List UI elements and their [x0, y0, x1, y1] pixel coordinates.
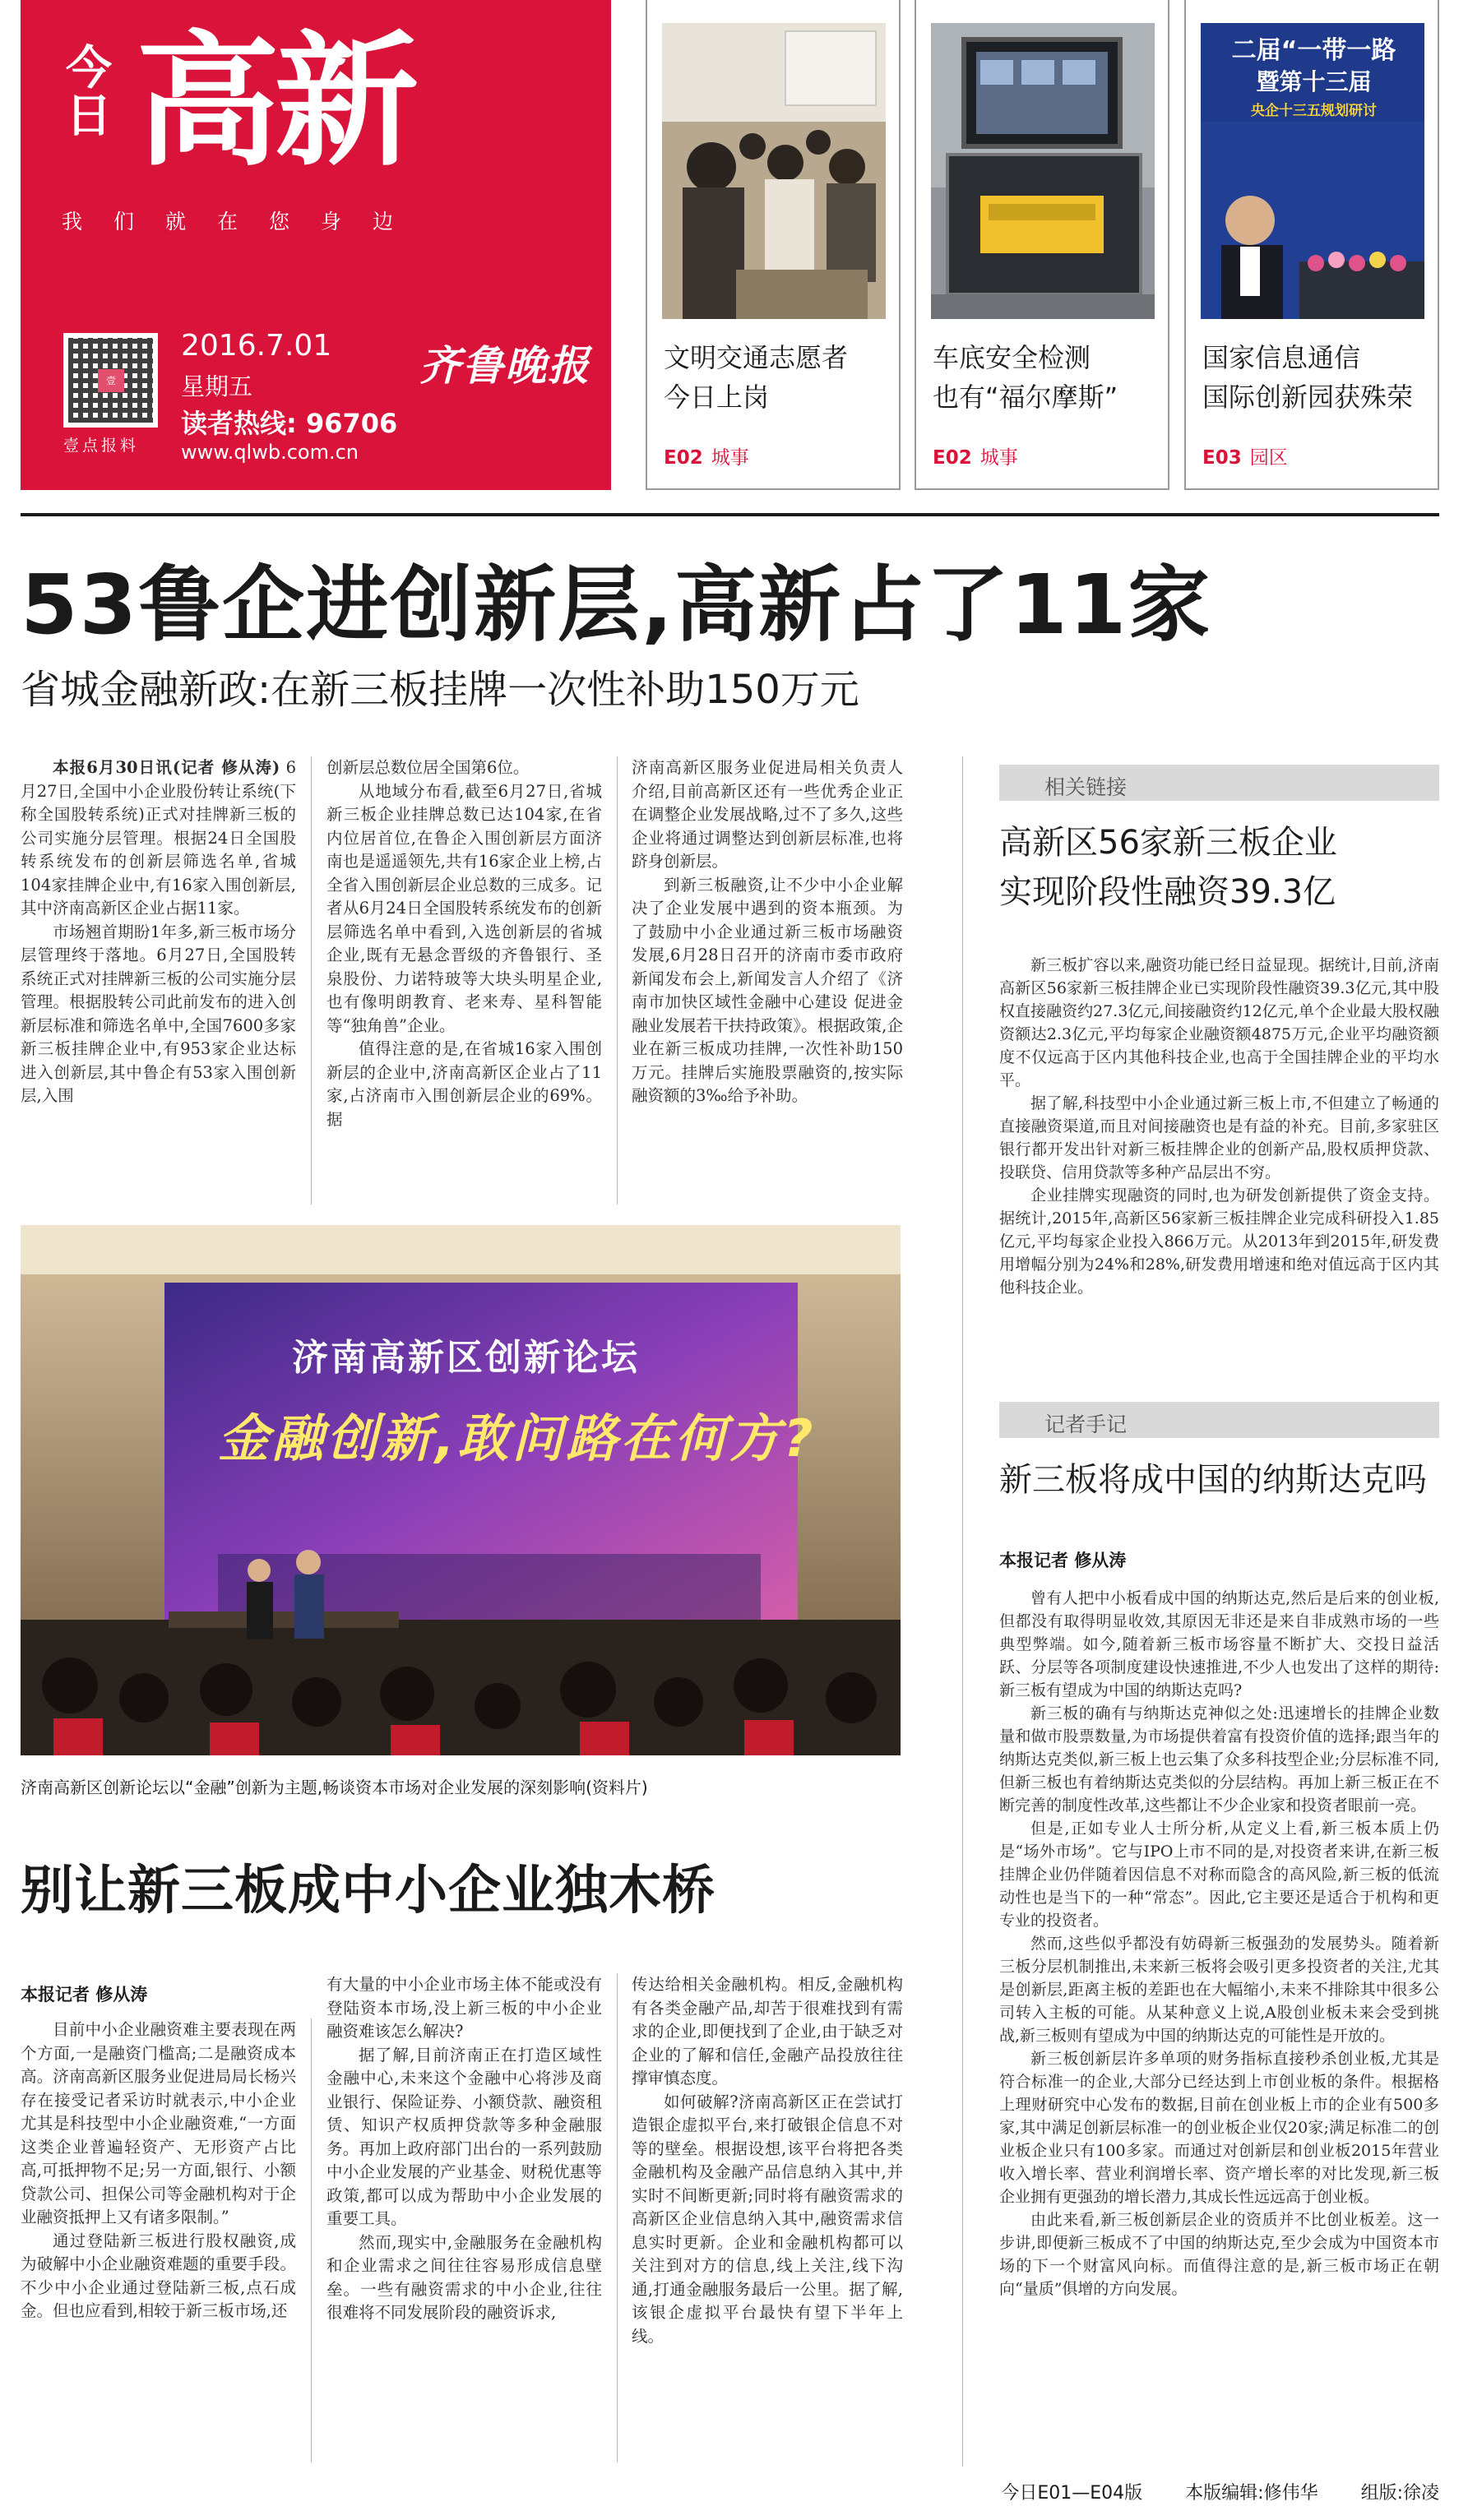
masthead-jinri: 今日 — [66, 42, 113, 143]
note-tag: 记者手记 — [1044, 1413, 1128, 1436]
lead-column-3 — [632, 756, 903, 1205]
note-p2: 新三板的确有与纳斯达克神似之处:迅速增长的挂牌企业数量和做市股票数量,为市场提供着富有投资价值的选择;跟当年的纳斯达克类似,新三板上也云集了众多科技型企业;分层标准不同,但新三板也有着纳斯达克类似的分层结构。再加上新三板正在不断完善的制度性改革,这些都让不少企业家和投资者眼前一亮。 — [999, 1704, 1439, 1815]
related-body — [999, 954, 1439, 1348]
related-tagbar — [999, 765, 1439, 801]
column-separator — [617, 756, 618, 1205]
note-p6: 由此来看,新三板创新层企业的资质并不比创业板差。这一步讲,即便新三板成不了中国的纳斯达克,至少会成为中国资本市场的下一个财富风向标。而值得注意的是,新三板市场正在朝向“量质”俱增的方向发展。 — [999, 2211, 1439, 2298]
second-col2-p2: 据了解,目前济南正在打造区域性金融中心,未来这个金融中心将涉及商业银行、保险证券、小额贷款、融资租赁、知识产权质押贷款等多种金融服务。再加上政府部门出台的一系列鼓励中小企业发展的产业基金、财税优惠等政策,都可以成为帮助中小企业发展的重要工具。 — [326, 2045, 602, 2228]
teaser-title-line1: 国家信息通信 — [1202, 342, 1361, 373]
column-separator — [617, 1973, 618, 2462]
footer-editor: 本版编辑:修伟华 — [1185, 2483, 1318, 2504]
note-byline: 本报记者 修从涛 — [999, 1551, 1127, 1570]
second-col3-p2: 如何破解?济南高新区正在尝试打造银企虚拟平台,来打破银企信息不对等的壁垒。根据设想,该平台将把各类金融机构及金融产品信息纳入其中,并实时不间断更新;同时将有融资需求的高新区企业信息纳入其中,融资需求信息实时更新。企业和金融机构都可以关注到对方的信息,线上关注,线下沟通,打通金融服务最后一公里。据了解,该银企虚拟平台最快有望下半年上线。 — [632, 2092, 903, 2346]
footer-pages: 今日E01—E04版 — [1001, 2483, 1143, 2504]
teaser-photo-conference — [1201, 23, 1424, 319]
related-p1: 新三板扩容以来,融资功能已经日益显现。据统计,目前,济南高新区56家新三板挂牌企业已实现阶段性融资39.3亿元,其中股权直接融资约27.3亿元,间接融资约12亿元,单个企业最大股权融资额达2.3亿元,平均每家企业融资额4875万元,企业平均融资额度不仅远高于区内其他科技企业,也高于全国挂牌企业的平均水平。 — [999, 956, 1439, 1089]
masthead-slogan: 我们就在您身边 — [62, 210, 425, 234]
newspaper-logo: 齐鲁晚报 — [419, 341, 590, 390]
lead-col2-p1: 创新层总数位居全国第6位。 — [326, 758, 530, 777]
note-p3: 但是,正如专业人士所分析,从定义上看,新三板本质上仍是“场外市场”。它与IPO上市不同的是,对投资者来讲,在新三板挂牌企业仍伴随着因信息不对称而隐含的高风险,新三板的低流动性也是当下的一种“常态”。因此,它主要还是适合于机构和更专业的投资者。 — [999, 1819, 1439, 1930]
teaser-title-line2: 国际创新园获殊荣 — [1202, 381, 1414, 413]
qr-label: 壹点报料 — [63, 437, 140, 455]
teaser-section: 城事 — [711, 447, 749, 469]
second-column-2 — [326, 1973, 602, 2462]
lead-col3-p2: 到新三板融资,让不少中小企业解决了企业发展中遇到的资本瓶颈。为了鼓励中小企业通过新三板市场融资发展,6月28日召开的济南市委市政府新闻发布会上,新闻发言人介绍了《济南市加快区域性金融中心建设 促进金融业发展若干扶持政策》。根据政策,企业在新三板成功挂牌,一次性补助150万元。挂牌后实施股票融资的,按实际融资额的3‰给予补助。 — [632, 875, 903, 1105]
second-col3-p1: 传达给相关金融机构。相反,金融机构有各类金融产品,却苦于很难找到有需求的企业,即便找到了企业,由于缺乏对企业的了解和信任,金融产品投放往往撑审慎态度。 — [632, 1975, 903, 2088]
lead-col2-p3: 值得注意的是,在省城16家入围创新层的企业中,济南高新区企业占了11家,占济南市入围创新层企业的69%。据 — [326, 1039, 602, 1129]
teaser-title-line2: 今日上岗 — [664, 381, 770, 413]
masthead-title: 高新 — [136, 19, 414, 186]
second-byline: 本报记者 修从涛 — [21, 1985, 148, 2004]
lead-column-1 — [21, 756, 296, 1205]
lead-col2-p2: 从地域分布看,截至6月27日,省城新三板企业挂牌总数已达104家,在省内位居首位,在鲁企入围创新层方面济南也是遥遥领先,共有16家企业上榜,占全省入围创新层企业总数的三成多。记者从6月24日全国股转系统发布的创新层筛选名单中看到,入选创新层的省城企业,既有无悬念晋级的齐鲁银行、圣泉股份、力诺特玻等大块头明星企业,也有像明朗教育、老来寿、星科智能等“独角兽”企业。 — [326, 781, 602, 1035]
column-separator — [311, 756, 312, 1205]
teaser-title-line2: 也有“福尔摩斯” — [933, 381, 1118, 413]
second-col2-p3: 然而,现实中,金融服务在金融机构和企业需求之间往往容易形成信息壁垒。一些有融资需求的中小企业,往往很难将不同发展阶段的融资诉求, — [326, 2232, 602, 2322]
note-p4: 然而,这些似乎都没有妨碍新三板强劲的发展势头。随着新三板分层机制推出,未来新三板将会吸引更多投资者的关注,尤其是创新层,距离主板的差距也在大幅缩小,未来不排除其中很多公司转入主板的可能。从某种意义上说,A股创业板未来会受到挑战,新三板则有望成为中国的纳斯达克的可能性是开放的。 — [999, 1935, 1439, 2045]
masthead — [21, 0, 611, 490]
right-rail-separator — [962, 756, 963, 2467]
photo-caption: 济南高新区创新论坛以“金融”创新为主题,畅谈资本市场对企业发展的深刻影响(资料片) — [21, 1778, 648, 1797]
teaser-vehicle-inspection[interactable] — [915, 0, 1169, 490]
issue-date: 2016.7.01 — [181, 329, 332, 363]
teaser-title-line1: 文明交通志愿者 — [664, 342, 849, 373]
teaser-page: E03 — [1202, 447, 1242, 469]
issue-weekday: 星期五 — [181, 372, 253, 400]
lead-headline: 53鲁企进创新层,高新占了11家 — [21, 557, 1212, 653]
column-separator — [311, 2018, 312, 2462]
teaser-page: E02 — [664, 447, 703, 469]
qr-code[interactable] — [63, 333, 158, 428]
second-column-3 — [632, 1973, 903, 2462]
lead-col3-p1: 济南高新区服务业促进局相关负责人介绍,目前高新区还有一些优秀企业正在调整企业发展战略,过不了多久,这些企业将通过调整达到创新层标准,也将跻身创新层。 — [632, 758, 903, 871]
teaser-photo-text3: 央企十三五规划研讨 — [1251, 103, 1377, 119]
teaser-page: E02 — [933, 447, 972, 469]
teaser-section: 园区 — [1249, 447, 1288, 469]
related-p2: 据了解,科技型中小企业通过新三板上市,不但建立了畅通的直接融资渠道,而且对间接融资也是有益的补充。目前,多家驻区银行都开发出针对新三板挂牌企业的创新产品,股权质押贷款、投联贷、信用贷款等多种产品层出不穷。 — [999, 1094, 1439, 1181]
lead-subhead: 省城金融新政:在新三板挂牌一次性补助150万元 — [21, 667, 859, 713]
lead-byline: 本报6月30日讯(记者 修从涛) — [53, 758, 280, 777]
lead-column-2 — [326, 756, 602, 1205]
second-column-1 — [21, 2018, 296, 2462]
teaser-title-line1: 车底安全检测 — [933, 342, 1091, 373]
teaser-innovation-park[interactable] — [1184, 0, 1439, 490]
teaser-photo-classroom — [662, 23, 886, 319]
related-p3: 企业挂牌实现融资的同时,也为研发创新提供了资金支持。据统计,2015年,高新区56家新三板挂牌企业完成科研投入1.85亿元,平均每家企业投入866万元。从2013年到2015年,研发费用增幅分别为24%和28%,研发费用增速和绝对值远高于区内其他科技企业。 — [999, 1186, 1439, 1297]
teaser-section: 城事 — [979, 447, 1018, 469]
second-col1-p2: 通过登陆新三板进行股权融资,成为破解中小企业融资难题的重要手段。不少中小企业通过登陆新三板,点石成金。但也应看到,相较于新三板市场,还 — [21, 2231, 296, 2320]
note-body — [999, 1587, 1439, 2467]
forum-photo — [21, 1225, 901, 1755]
teaser-photo-inspection-kit — [931, 23, 1155, 319]
lead-col1-p2: 市场翘首期盼1年多,新三板市场分层管理终于落地。6月27日,全国股转系统正式对挂牌新三板的公司实施分层管理。根据股转公司此前发布的进入创新层标准和筛选名单中,全国7600多家新三板挂牌企业中,有953家企业达标进入创新层,其中鲁企有53家入围创新层,入围 — [21, 922, 296, 1105]
related-headline-line1: 高新区56家新三板企业 — [999, 824, 1337, 862]
website-link[interactable]: www.qlwb.com.cn — [181, 441, 359, 464]
related-tag: 相关链接 — [1044, 775, 1128, 799]
page-footer — [21, 2479, 1439, 2504]
note-headline: 新三板将成中国的纳斯达克吗 — [999, 1461, 1427, 1499]
footer-layout: 组版:徐凌 — [1360, 2483, 1439, 2504]
second-headline: 别让新三板成中小企业独木桥 — [21, 1861, 715, 1921]
forum-banner-title: 济南高新区创新论坛 — [292, 1337, 640, 1379]
forum-banner-slogan: 金融创新,敢问路在何方? — [218, 1408, 817, 1468]
teaser-traffic-volunteers[interactable] — [646, 0, 901, 490]
related-headline-line2: 实现阶段性融资39.3亿 — [999, 873, 1336, 911]
teaser-photo-text2: 暨第十三届 — [1256, 68, 1372, 95]
teaser-photo-text1: 二届“一带一路 — [1231, 36, 1396, 65]
second-col1-p1: 目前中小企业融资难主要表现在两个方面,一是融资门槛高;二是融资成本高。济南高新区服务业促进局局长杨兴存在接受记者采访时就表示,中小企业尤其是科技型中小企业融资难,“一方面这类企业普遍轻资产、无形资产占比高,可抵押物不足;另一方面,银行、小额贷款公司、担保公司等金融机构对于企业融资抵押上又有诸多限制。” — [21, 2020, 296, 2226]
note-p5: 新三板创新层许多单项的财务指标直接秒杀创业板,尤其是符合标准一的企业,大部分已经达到上市创业板的条件。根据格上理财研究中心发布的数据,目前在创业板上市的企业有500多家,其中满足创新层标准一的创业板企业仅20家;满足标准二的创业板企业只有100多家。而通过对创新层和创业板2015年营业收入增长率、营业利润增长率、资产增长率的对比发现,新三板企业拥有更强劲的增长潜力,其成长性远远高于创业板。 — [999, 2050, 1439, 2206]
second-col2-p1: 有大量的中小企业市场主体不能或没有登陆资本市场,没上新三板的中小企业融资难该怎么解决? — [326, 1975, 602, 2041]
top-divider — [21, 513, 1439, 516]
note-tagbar — [999, 1402, 1439, 1438]
note-p1: 曾有人把中小板看成中国的纳斯达克,然后是后来的创业板,但都没有取得明显收效,其原因无非还是来自非成熟市场的一些典型弊端。如今,随着新三板市场容量不断扩大、交投日益活跃、分层等各项制度建设快速推进,不少人也发出了这样的期待:新三板有望成为中国的纳斯达克吗? — [999, 1589, 1439, 1699]
qr-logo-icon: 壹 — [98, 369, 124, 392]
reader-hotline: 读者热线: 96706 — [181, 408, 398, 439]
lead-col1-text: 6月27日,全国中小企业股份转让系统(下称全国股转系统)正式对挂牌新三板的公司实施分层管理。根据24日全国股转系统发布的创新层筛选名单,省城104家挂牌企业中,有16家入围创新层,其中济南高新区企业占据11家。 — [21, 758, 296, 918]
